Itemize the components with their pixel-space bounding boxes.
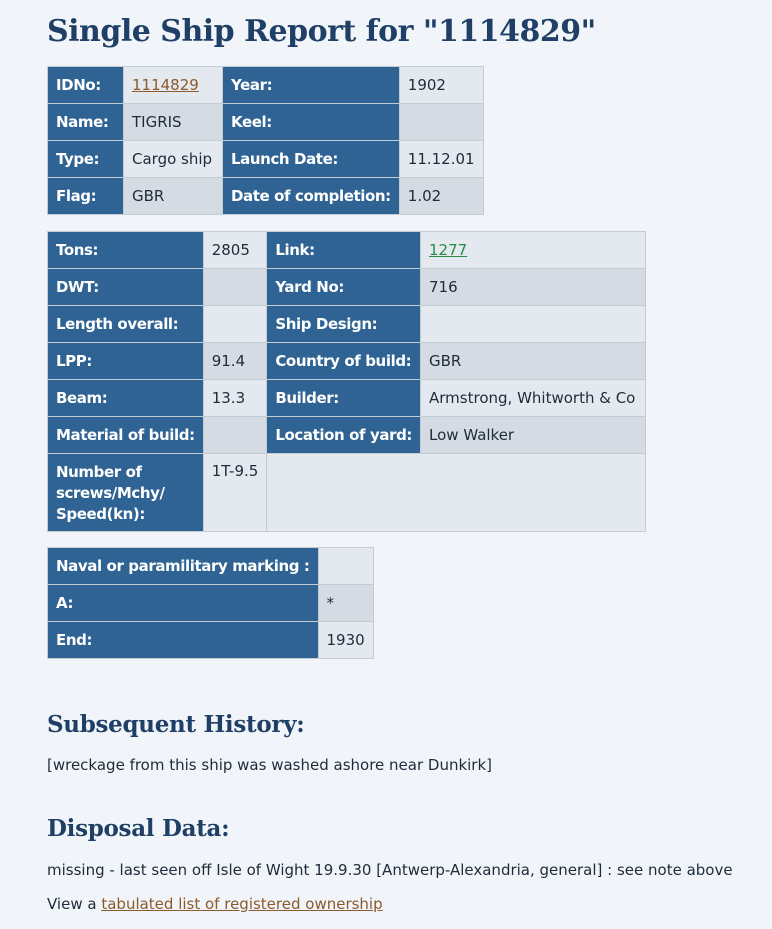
lpp-label: LPP:	[48, 343, 204, 380]
lpp-value: 91.4	[203, 343, 267, 380]
a-value: *	[318, 585, 373, 622]
table-row	[48, 141, 484, 178]
table-row	[48, 232, 646, 269]
disposal-data-text: missing - last seen off Isle of Wight 19.9.30 [Antwerp-Alexandria, general] : see note above	[47, 861, 733, 879]
table-row	[48, 343, 646, 380]
subsequent-history-text: [wreckage from this ship was washed ashore near Dunkirk]	[47, 756, 493, 774]
type-value: Cargo ship	[124, 141, 223, 178]
idno-label: IDNo:	[48, 67, 124, 104]
table-row	[48, 269, 646, 306]
name-label: Name:	[48, 104, 124, 141]
naval-marking-value	[318, 548, 373, 585]
location-of-yard-label: Location of yard:	[267, 417, 421, 454]
yard-no-label: Yard No:	[267, 269, 421, 306]
idno-value	[124, 67, 223, 104]
builder-label: Builder:	[267, 380, 421, 417]
flag-label: Flag:	[48, 178, 124, 215]
table-row	[48, 454, 646, 532]
end-value: 1930	[318, 622, 373, 659]
keel-label: Keel:	[223, 104, 400, 141]
keel-value	[399, 104, 483, 141]
table-row	[48, 67, 484, 104]
type-label: Type:	[48, 141, 124, 178]
naval-marking-table	[47, 547, 374, 659]
tons-value: 2805	[203, 232, 267, 269]
table-row	[48, 104, 484, 141]
completion-date-value: 1.02	[399, 178, 483, 215]
table-row	[48, 417, 646, 454]
page-title: Single Ship Report for "1114829"	[47, 14, 596, 49]
specs-table	[47, 231, 646, 532]
dwt-value	[203, 269, 267, 306]
flag-value: GBR	[124, 178, 223, 215]
a-label: A:	[48, 585, 319, 622]
table-row	[48, 585, 374, 622]
idno-link[interactable]: 1114829	[132, 76, 199, 94]
material-label: Material of build:	[48, 417, 204, 454]
view-ownership-line	[47, 895, 733, 913]
disposal-data-section	[47, 815, 733, 913]
material-value	[203, 417, 267, 454]
ownership-list-link[interactable]: tabulated list of registered ownership	[101, 895, 383, 913]
empty-cell	[267, 454, 646, 532]
length-overall-label: Length overall:	[48, 306, 204, 343]
ship-design-value	[421, 306, 646, 343]
length-overall-value	[203, 306, 267, 343]
launch-date-label: Launch Date:	[223, 141, 400, 178]
country-of-build-label: Country of build:	[267, 343, 421, 380]
link-value	[421, 232, 646, 269]
completion-date-label: Date of completion:	[223, 178, 400, 215]
beam-value: 13.3	[203, 380, 267, 417]
screws-speed-value: 1T-9.5	[203, 454, 267, 532]
yard-no-value: 716	[421, 269, 646, 306]
location-of-yard-value: Low Walker	[421, 417, 646, 454]
table-row	[48, 178, 484, 215]
country-of-build-value: GBR	[421, 343, 646, 380]
screws-speed-label: Number of screws/Mchy/ Speed(kn):	[48, 454, 204, 532]
table-row	[48, 548, 374, 585]
year-value: 1902	[399, 67, 483, 104]
link-label: Link:	[267, 232, 421, 269]
subsequent-history-section	[47, 711, 492, 774]
basic-info-table	[47, 66, 484, 215]
ship-design-label: Ship Design:	[267, 306, 421, 343]
year-label: Year:	[223, 67, 400, 104]
table-row	[48, 380, 646, 417]
name-value: TIGRIS	[124, 104, 223, 141]
dwt-label: DWT:	[48, 269, 204, 306]
builder-value: Armstrong, Whitworth & Co	[421, 380, 646, 417]
end-label: End:	[48, 622, 319, 659]
table-row	[48, 622, 374, 659]
disposal-data-heading: Disposal Data:	[47, 815, 230, 842]
tons-label: Tons:	[48, 232, 204, 269]
beam-label: Beam:	[48, 380, 204, 417]
view-prefix: View a	[47, 895, 97, 913]
subsequent-history-heading: Subsequent History:	[47, 711, 305, 738]
ship-link[interactable]: 1277	[429, 241, 468, 259]
table-row	[48, 306, 646, 343]
launch-date-value: 11.12.01	[399, 141, 483, 178]
naval-marking-label: Naval or paramilitary marking :	[48, 548, 319, 585]
